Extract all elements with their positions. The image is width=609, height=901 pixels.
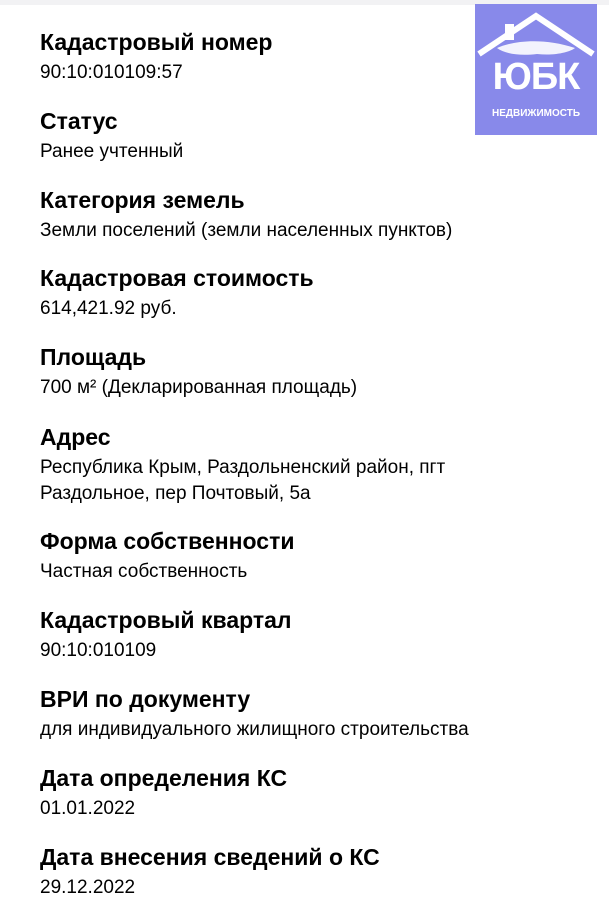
field-ownership-form bbox=[40, 527, 580, 585]
field-value: 90:10:010109 bbox=[40, 640, 157, 661]
logo-main-text: ЮБК bbox=[492, 56, 580, 98]
field-value: 90:10:010109:57 bbox=[40, 62, 183, 83]
field-label: Категория земель bbox=[40, 187, 245, 213]
field-valuation-date bbox=[40, 764, 580, 822]
field-status bbox=[40, 107, 580, 165]
field-area bbox=[40, 343, 580, 401]
field-land-category bbox=[40, 186, 580, 244]
field-label: ВРИ по документу bbox=[40, 686, 251, 712]
field-label: Кадастровый номер bbox=[40, 29, 273, 55]
field-value: Ранее учтенный bbox=[40, 141, 184, 162]
field-cadastral-quarter bbox=[40, 606, 580, 664]
field-value: 29.12.2022 bbox=[40, 877, 136, 898]
field-value: для индивидуального жилищного строительства bbox=[40, 719, 469, 740]
field-entry-date bbox=[40, 843, 580, 901]
field-value: 01.01.2022 bbox=[40, 798, 136, 819]
field-label: Дата внесения сведений о КС bbox=[40, 844, 380, 870]
field-value: 614,421.92 руб. bbox=[40, 298, 177, 319]
field-address bbox=[40, 423, 580, 507]
field-label: Площадь bbox=[40, 344, 147, 370]
field-value: 700 м² (Декларированная площадь) bbox=[40, 377, 358, 398]
field-label: Адрес bbox=[40, 424, 111, 450]
field-permitted-use bbox=[40, 685, 580, 743]
field-label: Кадастровая стоимость bbox=[40, 265, 314, 291]
field-value: Частная собственность bbox=[40, 561, 248, 582]
field-label: Дата определения КС bbox=[40, 765, 288, 791]
field-value: Земли поселений (земли населенных пунктов) bbox=[40, 220, 453, 241]
field-value-line-2: Раздольное, пер Почтовый, 5а bbox=[40, 483, 311, 504]
field-value-line-1: Республика Крым, Раздольненский район, пгт bbox=[40, 457, 446, 478]
field-cadastral-number bbox=[40, 28, 580, 86]
field-cadastral-value bbox=[40, 264, 580, 322]
field-label: Форма собственности bbox=[40, 528, 295, 554]
field-label: Кадастровый квартал bbox=[40, 607, 292, 633]
logo-sub-text: НЕДВИЖИМОСТЬ bbox=[491, 108, 581, 119]
field-label: Статус bbox=[40, 108, 118, 134]
